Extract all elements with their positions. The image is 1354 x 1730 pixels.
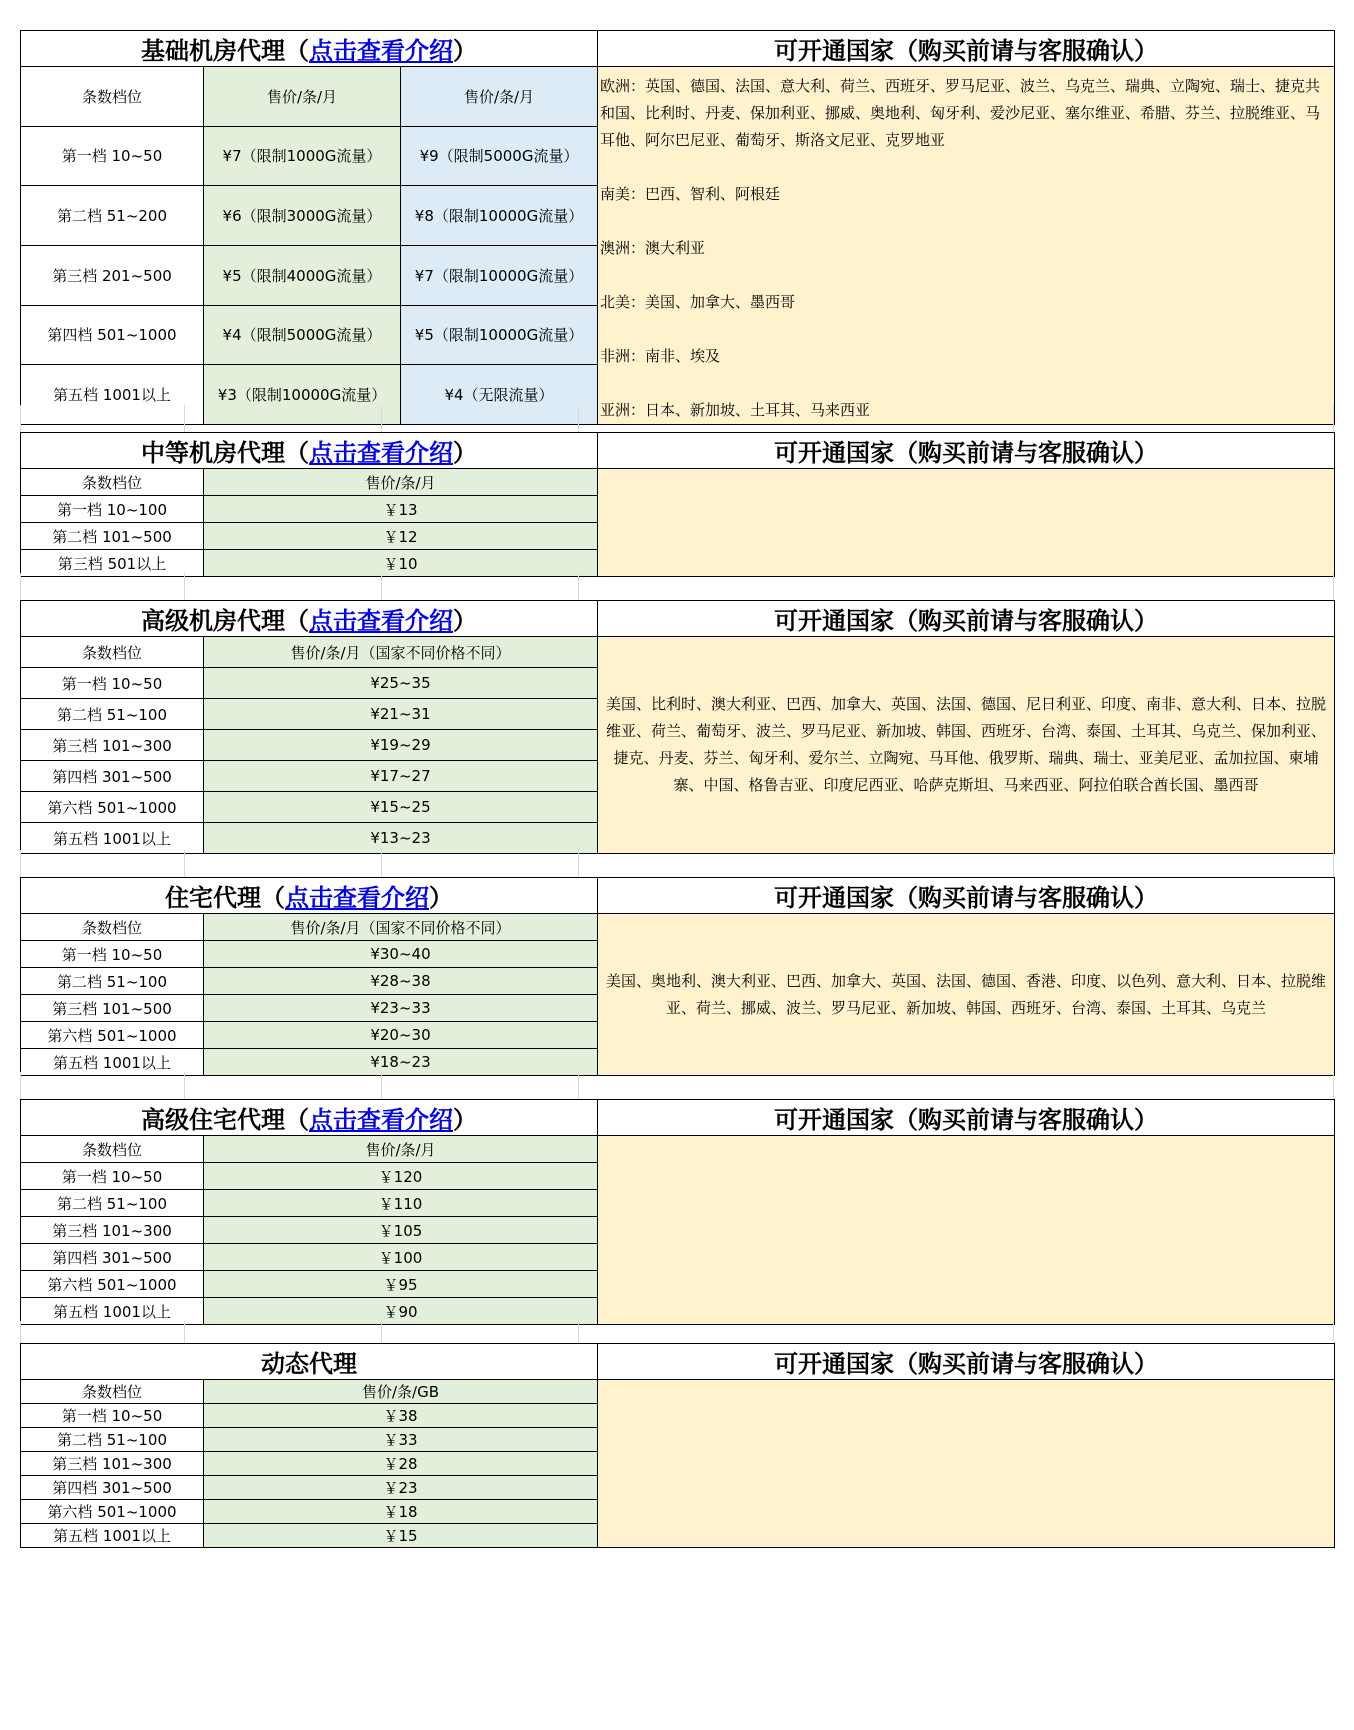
region-south-america: 南美：巴西、智利、阿根廷 [600,185,781,203]
tier-column-header: 条数档位 [21,469,204,496]
price-column-header: 售价/条/月 [204,469,598,496]
paren-close: ） [453,1106,477,1134]
dynamic-section [20,1343,1334,1548]
price-cell: ￥110 [204,1190,598,1217]
tier-label: 第二档 51~100 [21,1428,204,1452]
price-cell: ¥15~25 [204,792,598,823]
price-cell-b: ¥4（无限流量） [401,365,598,425]
price-cell: ¥20~30 [204,1022,598,1049]
advanced-datacenter-section [20,600,1334,854]
advanced-title-text: 高级机房代理 [141,607,285,635]
price-column-header-a: 售价/条/月 [204,67,401,127]
price-cell: ￥100 [204,1244,598,1271]
adv-residential-countries-header: 可开通国家（购买前请与客服确认） [598,1100,1335,1136]
price-cell-b: ¥7（限制10000G流量） [401,245,598,305]
medium-datacenter-section [20,432,1334,577]
price-cell: ￥13 [204,496,598,523]
dynamic-countries-header: 可开通国家（购买前请与客服确认） [598,1344,1335,1380]
tier-label: 第四档 301~500 [21,761,204,792]
tier-label: 第三档 101~500 [21,995,204,1022]
paren-open: （ [261,884,285,912]
tier-label: 第三档 101~300 [21,1217,204,1244]
tier-label: 第五档 1001以上 [21,1298,204,1325]
tier-label: 第一档 10~50 [21,668,204,699]
price-cell: ￥28 [204,1452,598,1476]
tier-label: 第六档 501~1000 [21,1500,204,1524]
price-cell: ¥28~38 [204,968,598,995]
price-cell: ¥19~29 [204,730,598,761]
tier-label: 第四档 301~500 [21,1476,204,1500]
medium-section-title [21,433,598,469]
basic-datacenter-section [20,30,1334,425]
basic-section-title [21,31,598,67]
dynamic-countries-cell [598,1380,1335,1548]
tier-label: 第二档 51~100 [21,699,204,730]
region-europe: 欧洲：英国、德国、法国、意大利、荷兰、西班牙、罗马尼亚、波兰、乌克兰、瑞典、立陶宛、瑞士、捷克共和国、比利时、丹麦、保加利亚、挪威、奥地利、匈牙利、爱沙尼亚、塞尔维亚、希腊、芬兰、拉脱维亚、马耳他、阿尔巴尼亚、葡萄牙、斯洛文尼亚、克罗地亚 [600,77,1321,149]
adv-residential-title-text: 高级住宅代理 [141,1106,285,1134]
price-column-header-b: 售价/条/月 [401,67,598,127]
price-cell-a: ¥4（限制5000G流量） [204,305,401,365]
price-cell: ￥23 [204,1476,598,1500]
residential-title-text: 住宅代理 [165,884,261,912]
price-cell: ￥18 [204,1500,598,1524]
tier-label: 第六档 501~1000 [21,1022,204,1049]
tier-label: 第三档 201~500 [21,245,204,305]
region-oceania: 澳洲：澳大利亚 [600,239,706,257]
tier-column-header: 条数档位 [21,914,204,941]
price-cell: ￥105 [204,1217,598,1244]
advanced-residential-table [20,1099,1335,1325]
basic-countries-header: 可开通国家（购买前请与客服确认） [598,31,1335,67]
price-cell-a: ¥3（限制10000G流量） [204,365,401,425]
tier-label: 第一档 10~50 [21,126,204,186]
row-spacer [20,405,1334,432]
residential-section [20,877,1334,1076]
row-spacer [20,1321,1334,1343]
paren-open: （ [285,607,309,635]
price-cell: ￥90 [204,1298,598,1325]
tier-column-header: 条数档位 [21,1380,204,1404]
price-cell: ￥33 [204,1428,598,1452]
tier-label: 第一档 10~50 [21,1404,204,1428]
advanced-countries-cell: 美国、比利时、澳大利亚、巴西、加拿大、英国、法国、德国、尼日利亚、印度、南非、意大利、日本、拉脱维亚、荷兰、葡萄牙、波兰、罗马尼亚、新加坡、韩国、西班牙、台湾、泰国、土耳其、乌克兰、保加利亚、捷克、丹麦、芬兰、匈牙利、爱尔兰、立陶宛、马耳他、俄罗斯、瑞典、瑞士、亚美尼亚、孟加拉国、柬埔寨、中国、格鲁吉亚、印度尼西亚、哈萨克斯坦、马来西亚、阿拉伯联合酋长国、墨西哥 [598,637,1335,854]
tier-label: 第四档 301~500 [21,1244,204,1271]
advanced-intro-link[interactable]: 点击查看介绍 [309,607,453,635]
residential-table [20,877,1335,1076]
basic-datacenter-table [20,30,1335,425]
tier-label: 第五档 1001以上 [21,1524,204,1548]
price-cell: ¥18~23 [204,1049,598,1076]
tier-column-header: 条数档位 [21,637,204,668]
price-cell: ￥120 [204,1163,598,1190]
price-column-header: 售价/条/月（国家不同价格不同） [204,637,598,668]
price-cell: ¥21~31 [204,699,598,730]
tier-label: 第三档 501以上 [21,550,204,577]
tier-label: 第五档 1001以上 [21,823,204,854]
paren-open: （ [285,1106,309,1134]
advanced-section-title [21,601,598,637]
price-cell: ￥12 [204,523,598,550]
price-cell-a: ¥6（限制3000G流量） [204,186,401,246]
price-cell: ￥38 [204,1404,598,1428]
price-cell: ¥17~27 [204,761,598,792]
price-cell: ¥13~23 [204,823,598,854]
dynamic-section-title: 动态代理 [21,1344,598,1380]
adv-residential-intro-link[interactable]: 点击查看介绍 [309,1106,453,1134]
price-cell-a: ¥5（限制4000G流量） [204,245,401,305]
tier-label: 第二档 101~500 [21,523,204,550]
price-cell: ¥25~35 [204,668,598,699]
price-column-header: 售价/条/月 [204,1136,598,1163]
medium-datacenter-table [20,432,1335,577]
price-cell-b: ¥8（限制10000G流量） [401,186,598,246]
medium-countries-header: 可开通国家（购买前请与客服确认） [598,433,1335,469]
region-africa: 非洲：南非、埃及 [600,347,721,365]
tier-label: 第二档 51~200 [21,186,204,246]
tier-label: 第二档 51~100 [21,968,204,995]
tier-column-header: 条数档位 [21,1136,204,1163]
paren-close: ） [429,884,453,912]
tier-label: 第四档 501~1000 [21,305,204,365]
residential-countries-cell: 美国、奥地利、澳大利亚、巴西、加拿大、英国、法国、德国、香港、印度、以色列、意大利、日本、拉脱维亚、荷兰、挪威、波兰、罗马尼亚、新加坡、韩国、西班牙、台湾、泰国、土耳其、乌克兰 [598,914,1335,1076]
residential-section-title [21,878,598,914]
tier-column-header: 条数档位 [21,67,204,127]
tier-label: 第五档 1001以上 [21,1049,204,1076]
basic-countries-cell [598,67,1335,425]
medium-countries-cell [598,469,1335,577]
tier-label: 第一档 10~100 [21,496,204,523]
price-cell: ¥30~40 [204,941,598,968]
paren-open: （ [285,439,309,467]
dynamic-table [20,1343,1335,1548]
tier-label: 第三档 101~300 [21,1452,204,1476]
row-spacer [20,573,1334,600]
row-spacer [20,1072,1334,1099]
residential-countries-header: 可开通国家（购买前请与客服确认） [598,878,1335,914]
medium-intro-link[interactable]: 点击查看介绍 [309,439,453,467]
tier-label: 第五档 1001以上 [21,365,204,425]
price-cell: ￥95 [204,1271,598,1298]
paren-open: （ [285,37,310,65]
price-cell: ¥23~33 [204,995,598,1022]
price-cell: ￥10 [204,550,598,577]
tier-label: 第六档 501~1000 [21,792,204,823]
paren-close: ） [453,439,477,467]
tier-label: 第一档 10~50 [21,941,204,968]
region-north-america: 北美：美国、加拿大、墨西哥 [600,293,796,311]
advanced-datacenter-table [20,600,1335,854]
price-cell: ￥15 [204,1524,598,1548]
adv-residential-countries-cell [598,1136,1335,1325]
price-cell-a: ¥7（限制1000G流量） [204,126,401,186]
tier-label: 第六档 501~1000 [21,1271,204,1298]
residential-intro-link[interactable]: 点击查看介绍 [285,884,429,912]
adv-residential-section-title [21,1100,598,1136]
price-cell-b: ¥9（限制5000G流量） [401,126,598,186]
row-spacer [20,850,1334,877]
basic-title-text: 基础机房代理 [141,37,286,65]
tier-label: 第一档 10~50 [21,1163,204,1190]
price-column-header: 售价/条/月（国家不同价格不同） [204,914,598,941]
advanced-countries-header: 可开通国家（购买前请与客服确认） [598,601,1335,637]
region-asia: 亚洲：日本、新加坡、土耳其、马来西亚 [600,401,871,419]
price-cell-b: ¥5（限制10000G流量） [401,305,598,365]
paren-close: ） [453,37,478,65]
basic-intro-link[interactable]: 点击查看介绍 [309,37,454,65]
price-column-header: 售价/条/GB [204,1380,598,1404]
tier-label: 第二档 51~100 [21,1190,204,1217]
tier-label: 第三档 101~300 [21,730,204,761]
paren-close: ） [453,607,477,635]
advanced-residential-section [20,1099,1334,1325]
medium-title-text: 中等机房代理 [141,439,285,467]
